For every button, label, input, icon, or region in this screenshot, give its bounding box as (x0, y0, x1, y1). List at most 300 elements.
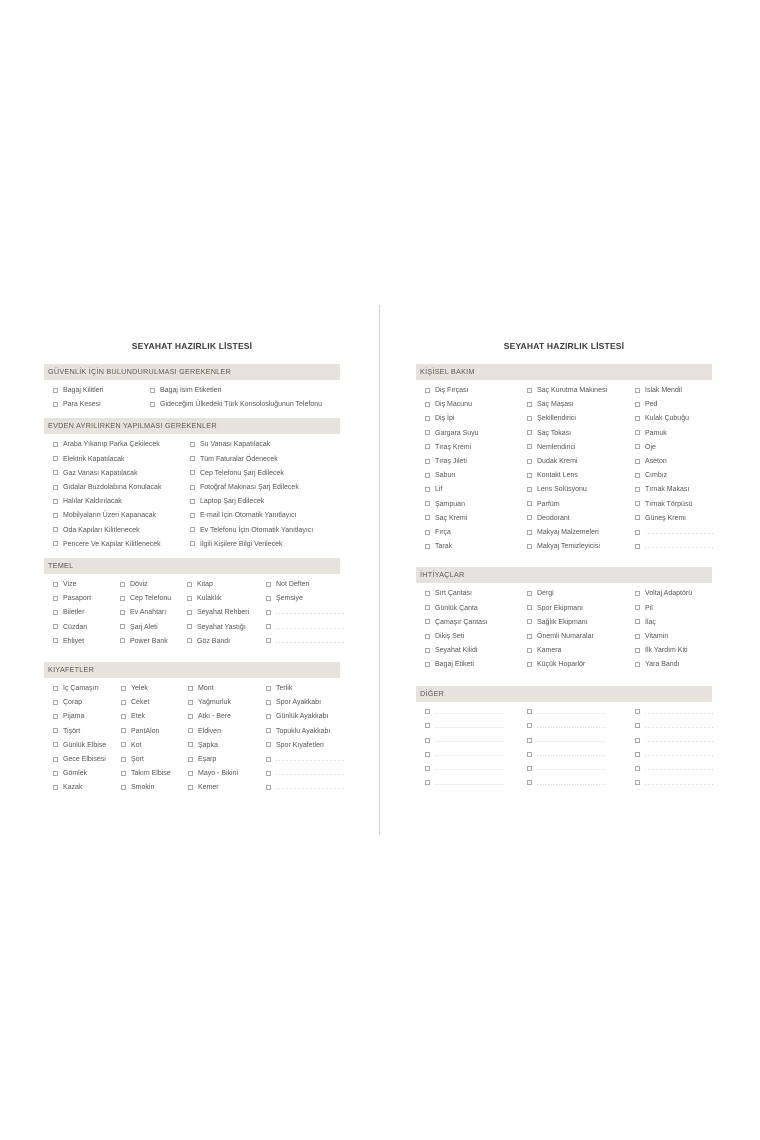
checklist-item-nemlendirici (527, 441, 635, 455)
checkbox[interactable] (53, 527, 58, 532)
right-page (416, 335, 715, 795)
checklist-item-smokin (121, 781, 188, 795)
checklist-item-label: Tarak (435, 543, 453, 551)
checkbox[interactable] (187, 582, 192, 587)
checkbox[interactable] (120, 610, 125, 615)
checklist-item-label: Saç Maşası (537, 401, 574, 409)
checkbox[interactable] (266, 582, 271, 587)
checklist-item-ic-camasiri (53, 682, 121, 696)
checklist-item-sac-kremi (425, 512, 527, 526)
blank-write-in-line[interactable]: .......................... (537, 766, 607, 773)
checklist-item-label: Cımbız (645, 472, 668, 480)
checklist-item-pantalon (121, 725, 188, 739)
checkbox[interactable] (635, 780, 640, 785)
checklist-item-goz-bandi (187, 635, 266, 649)
checklist-item-halilar-kaldirilacak (53, 495, 190, 509)
checkbox[interactable] (266, 757, 271, 762)
checklist-item-kitap (187, 578, 266, 592)
checklist-item-bagaj-etiketi (425, 658, 527, 672)
checklist-item-ilac (635, 616, 721, 630)
checklist-item-blank (635, 706, 721, 720)
checklist-item-blank (266, 781, 349, 795)
checkbox[interactable] (527, 416, 532, 421)
blank-write-in-line[interactable]: .......................... (435, 738, 505, 745)
checkbox[interactable] (425, 530, 430, 535)
checkbox[interactable] (635, 501, 640, 506)
checklist-item-label: Oda Kapıları Kilitlenecek (63, 526, 140, 534)
checklist-item-blank (527, 748, 635, 762)
checklist-item-label: Eldiven (198, 727, 221, 735)
checkbox[interactable] (635, 388, 640, 393)
checkbox[interactable] (527, 648, 532, 653)
checkbox[interactable] (187, 596, 192, 601)
checklist-item-cep-telefonu-sarj-edilecek (190, 467, 349, 481)
checklist-item-sac-kurutma-makinesi (527, 384, 635, 398)
checkbox[interactable] (53, 513, 58, 518)
blank-write-in-line[interactable]: .......................... (537, 738, 607, 745)
checklist-item-label: Çorap (63, 699, 83, 707)
checkbox[interactable] (53, 485, 58, 490)
blank-write-in-line[interactable]: .......................... (276, 771, 346, 778)
checkbox[interactable] (266, 638, 271, 643)
checkbox[interactable] (425, 634, 430, 639)
checkbox[interactable] (187, 624, 192, 629)
checklist-item-gunluk-elbise (53, 739, 121, 753)
checkbox[interactable] (150, 388, 155, 393)
checkbox[interactable] (635, 752, 640, 757)
checklist-item-label: Gideceğim Ülkedeki Türk Konsolosluğunun Telefonu (160, 401, 323, 409)
checkbox[interactable] (425, 605, 430, 610)
checkbox[interactable] (266, 785, 271, 790)
checklist-item-makyaj-malzemeleri (527, 526, 635, 540)
blank-write-in-line[interactable]: .......................... (276, 610, 346, 617)
checklist-item-label: Dergi (537, 590, 554, 598)
checkbox[interactable] (266, 728, 271, 733)
checkbox[interactable] (425, 402, 430, 407)
checkbox[interactable] (53, 757, 58, 762)
checklist-item-gunluk-ayakkabi (266, 710, 349, 724)
checklist-item-dis-fircasi (425, 384, 527, 398)
checkbox[interactable] (150, 402, 155, 407)
checklist-item-yelek (121, 682, 188, 696)
checklist-item-gece-elbisesi (53, 753, 121, 767)
blank-write-in-line[interactable]: .......................... (645, 738, 715, 745)
checkbox[interactable] (53, 700, 58, 705)
checklist-item-oje (635, 441, 721, 455)
checkbox[interactable] (527, 430, 532, 435)
checkbox[interactable] (266, 686, 271, 691)
checkbox[interactable] (527, 723, 532, 728)
checklist-item-label: Günlük Çanta (435, 604, 478, 612)
checkbox[interactable] (425, 662, 430, 667)
checklist-item-voltaj-adaptoru (635, 587, 721, 601)
checklist-item-atki-bere (188, 710, 266, 724)
checklist-item-label: Kontakt Lens (537, 472, 578, 480)
checklist-item-label: Saç Kremi (435, 514, 468, 522)
checkbox[interactable] (266, 596, 271, 601)
checkbox[interactable] (527, 634, 532, 639)
checkbox[interactable] (121, 728, 126, 733)
checkbox[interactable] (53, 785, 58, 790)
checklist-item-ceket (121, 696, 188, 710)
checkbox[interactable] (53, 610, 58, 615)
blank-write-in-line[interactable]: .......................... (276, 624, 346, 631)
checklist-item-blank (635, 777, 721, 791)
checklist-item-spor-kiyafetleri (266, 739, 349, 753)
checklist-item-blank (635, 734, 721, 748)
checkbox[interactable] (425, 487, 430, 492)
checklist-item-label: Pasaport (63, 595, 92, 603)
checkbox[interactable] (527, 473, 532, 478)
checklist-item-label: Tırnak Törpüsü (645, 500, 693, 508)
checklist-item-label: Deodorant (537, 514, 570, 522)
checklist-item-vize (53, 578, 120, 592)
checklist-item-yara-bandi (635, 658, 721, 672)
checkbox[interactable] (425, 648, 430, 653)
checkbox[interactable] (527, 444, 532, 449)
checkbox[interactable] (188, 757, 193, 762)
checklist-item-gaz-vanasi-kapatilacak (53, 467, 190, 481)
checklist-item-yagmurluk (188, 696, 266, 710)
checklist-item-gidalar-buzdolabina-konulacak (53, 481, 190, 495)
checklist-item-label: Kulak Çubuğu (645, 415, 689, 423)
checkbox[interactable] (635, 487, 640, 492)
checklist-item-dikis-seti (425, 630, 527, 644)
checklist-item-makyaj-temizleyicisi (527, 540, 635, 554)
checkbox[interactable] (635, 723, 640, 728)
checkbox[interactable] (425, 515, 430, 520)
checklist-item-tisort (53, 725, 121, 739)
checkbox[interactable] (635, 430, 640, 435)
checklist-item-label: Mont (198, 685, 214, 693)
checklist-item-kemer (188, 781, 266, 795)
checklist-item-label: Küçük Hoparlör (537, 661, 586, 669)
checklist-item-pencere-ve-kapilar-kilitlenecek (53, 538, 190, 552)
checklist-item-label: Mayo - Bikini (198, 770, 239, 778)
blank-write-in-line[interactable]: .......................... (537, 723, 607, 730)
checklist-item-label: Oje (645, 443, 656, 451)
checklist-item-label: Seyahat Yastığı (197, 623, 246, 631)
checklist-item-label: Islak Mendil (645, 387, 682, 394)
section-heading-temel: TEMEL (44, 558, 340, 574)
checkbox[interactable] (635, 605, 640, 610)
checklist-item-tarak (425, 540, 527, 554)
checklist-item-label: Parfüm (537, 500, 560, 508)
checkbox[interactable] (527, 591, 532, 596)
checklist-item-tiras-kremi (425, 441, 527, 455)
checkbox[interactable] (190, 499, 195, 504)
checkbox[interactable] (635, 634, 640, 639)
checkbox[interactable] (425, 388, 430, 393)
checklist-item-kot (121, 739, 188, 753)
checkbox[interactable] (635, 402, 640, 407)
checkbox[interactable] (527, 515, 532, 520)
checkbox[interactable] (266, 714, 271, 719)
checkbox[interactable] (188, 742, 193, 747)
checklist-item-label: Sabun (435, 472, 456, 480)
checklist-item-gidecegim-ulkedeki-turk-konsoloslugunun-telefonu (150, 398, 349, 412)
checkbox[interactable] (190, 442, 195, 447)
checklist-item-label: Biletler (63, 609, 85, 617)
blank-write-in-line[interactable]: .......................... (435, 766, 505, 773)
checklist-item-saglik-ekipmani (527, 616, 635, 630)
checklist-item-deodorant (527, 512, 635, 526)
checklist-item-label: Dudak Kremi (537, 458, 578, 466)
checklist-item-blank (527, 720, 635, 734)
checkbox[interactable] (187, 638, 192, 643)
checkbox[interactable] (53, 456, 58, 461)
checklist-item-blank (635, 762, 721, 776)
checklist-item-label: Lif (435, 486, 443, 494)
checkbox[interactable] (53, 714, 58, 719)
blank-write-in-line[interactable]: .......................... (435, 709, 505, 716)
checkbox[interactable] (53, 388, 58, 393)
blank-write-in-line[interactable]: .......................... (645, 780, 715, 787)
checkbox[interactable] (120, 582, 125, 587)
blank-write-in-line[interactable]: .......................... (435, 723, 505, 730)
checkbox[interactable] (425, 544, 430, 549)
checkbox[interactable] (425, 430, 430, 435)
checkbox[interactable] (188, 714, 193, 719)
checklist-item-blank (266, 606, 349, 620)
checklist-item-label: Şapka (198, 741, 218, 749)
checkbox[interactable] (527, 388, 532, 393)
checklist-item-label: Seyahat Kilidi (435, 647, 478, 655)
checkbox[interactable] (527, 487, 532, 492)
checklist-item-blank (425, 706, 527, 720)
checklist-item-lens-solusyonu (527, 483, 635, 497)
checkbox[interactable] (190, 541, 195, 546)
checkbox[interactable] (53, 470, 58, 475)
blank-write-in-line[interactable]: .......................... (435, 780, 505, 787)
checklist-item-etek (121, 710, 188, 724)
checkbox[interactable] (53, 541, 58, 546)
checklist-item-blank (425, 720, 527, 734)
checkbox[interactable] (635, 515, 640, 520)
checklist-item-blank (635, 540, 721, 554)
checklist-item-label: Eşarp (198, 756, 217, 764)
checkbox[interactable] (527, 766, 532, 771)
checkbox[interactable] (53, 442, 58, 447)
checklist-item-bagaj-isim-etiketleri (150, 384, 349, 398)
blank-write-in-line[interactable]: .......................... (537, 752, 607, 759)
page-title: SEYAHAT HAZIRLIK LİSTESİ (131, 341, 253, 351)
checkbox[interactable] (188, 700, 193, 705)
checkbox[interactable] (425, 619, 430, 624)
checkbox[interactable] (527, 402, 532, 407)
checkbox[interactable] (188, 728, 193, 733)
blank-write-in-line[interactable]: .......................... (645, 544, 715, 551)
blank-write-in-line[interactable]: .......................... (645, 766, 715, 773)
checkbox[interactable] (53, 624, 58, 629)
checklist-temel (44, 574, 346, 653)
checkbox[interactable] (121, 742, 126, 747)
checklist-item-blank (266, 621, 349, 635)
checkbox[interactable] (425, 709, 430, 714)
checkbox[interactable] (527, 544, 532, 549)
checklist-item-pasaport (53, 592, 120, 606)
checklist-item-islak-mendil (635, 384, 721, 398)
checkbox[interactable] (527, 605, 532, 610)
checkbox[interactable] (188, 771, 193, 776)
checkbox[interactable] (188, 785, 193, 790)
checkbox[interactable] (527, 780, 532, 785)
checklist-item-takim-elbise (121, 767, 188, 781)
checkbox[interactable] (53, 686, 58, 691)
checklist-item-label: Bagaj Kilitleri (63, 387, 104, 394)
checkbox[interactable] (120, 596, 125, 601)
checkbox[interactable] (190, 456, 195, 461)
blank-write-in-line[interactable]: .......................... (645, 530, 715, 537)
checkbox[interactable] (635, 416, 640, 421)
checkbox[interactable] (635, 444, 640, 449)
checkbox[interactable] (53, 638, 58, 643)
checklist-item-su-vanasi-kapatilacak (190, 438, 349, 452)
checklist-item-label: Tıraş Kremi (435, 443, 472, 451)
checkbox[interactable] (635, 662, 640, 667)
checklist-item-gunluk-canta (425, 602, 527, 616)
checklist-item-label: İç Çamaşırı (63, 685, 99, 693)
checkbox[interactable] (187, 610, 192, 615)
checkbox[interactable] (121, 771, 126, 776)
checklist-item-label: İlgili Kişilere Bilgi Verilecek (200, 540, 283, 548)
checklist-item-label: Diş Fırçası (435, 387, 469, 394)
checkbox[interactable] (527, 501, 532, 506)
checkbox[interactable] (190, 485, 195, 490)
checkbox[interactable] (121, 700, 126, 705)
checklist-item-blank (527, 777, 635, 791)
checkbox[interactable] (188, 686, 193, 691)
checklist-item-label: Spor Ayakkabı (276, 699, 322, 707)
checkbox[interactable] (120, 624, 125, 629)
checklist-item-label: Gece Elbisesi (63, 756, 106, 764)
checkbox[interactable] (527, 709, 532, 714)
blank-write-in-line[interactable]: .......................... (276, 638, 346, 645)
checkbox[interactable] (425, 766, 430, 771)
checkbox[interactable] (425, 459, 430, 464)
checkbox[interactable] (635, 473, 640, 478)
checkbox[interactable] (120, 638, 125, 643)
checklist-item-parfum (527, 498, 635, 512)
checkbox[interactable] (635, 766, 640, 771)
checkbox[interactable] (425, 723, 430, 728)
checkbox[interactable] (527, 662, 532, 667)
checkbox[interactable] (635, 530, 640, 535)
checkbox[interactable] (425, 591, 430, 596)
blank-write-in-line[interactable]: .......................... (276, 757, 346, 764)
checklist-item-blank (425, 734, 527, 748)
checkbox[interactable] (266, 700, 271, 705)
checklist-item-camasir-cantasi (425, 616, 527, 630)
checkbox[interactable] (527, 619, 532, 624)
checkbox[interactable] (635, 591, 640, 596)
checkbox[interactable] (190, 470, 195, 475)
checkbox[interactable] (527, 459, 532, 464)
checkbox[interactable] (121, 785, 126, 790)
checkbox[interactable] (266, 624, 271, 629)
checklist-item-mayo-bikini (188, 767, 266, 781)
checkbox[interactable] (53, 728, 58, 733)
checklist-item-cimbiz (635, 469, 721, 483)
checkbox[interactable] (527, 530, 532, 535)
checkbox[interactable] (425, 416, 430, 421)
checkbox[interactable] (53, 499, 58, 504)
checkbox[interactable] (190, 513, 195, 518)
checkbox[interactable] (266, 771, 271, 776)
checkbox[interactable] (121, 714, 126, 719)
checklist-item-label: Cep Telefonu Şarj Edilecek (200, 469, 284, 477)
blank-write-in-line[interactable]: .......................... (645, 723, 715, 730)
checklist-item-label: Kitap (197, 581, 213, 589)
checklist-item-tirnak-torpusu (635, 498, 721, 512)
checkbox[interactable] (121, 757, 126, 762)
checkbox[interactable] (425, 738, 430, 743)
blank-write-in-line[interactable]: .......................... (645, 709, 715, 716)
checklist-item-label: Spor Kıyafetleri (276, 741, 324, 749)
blank-write-in-line[interactable]: .......................... (537, 780, 607, 787)
checkbox[interactable] (425, 752, 430, 757)
checklist-item-mobilyalarin-uzeri-kapanacak (53, 509, 190, 523)
blank-write-in-line[interactable]: .......................... (537, 709, 607, 716)
checklist-item-blank (527, 734, 635, 748)
checkbox[interactable] (635, 709, 640, 714)
checkbox[interactable] (635, 619, 640, 624)
checkbox[interactable] (425, 780, 430, 785)
checklist-item-seyahat-rehberi (187, 606, 266, 620)
checkbox[interactable] (425, 473, 430, 478)
checkbox[interactable] (53, 742, 58, 747)
checkbox[interactable] (635, 738, 640, 743)
blank-write-in-line[interactable]: .......................... (276, 785, 346, 792)
checklist-item-label: Pijama (63, 713, 85, 721)
checklist-item-topuklu-ayakkabi (266, 725, 349, 739)
checklist-item-label: Gargara Suyu (435, 429, 479, 437)
checkbox[interactable] (53, 596, 58, 601)
checklist-item-label: Topuklu Ayakkabı (276, 727, 331, 735)
checklist-item-label: Günlük Ayakkabı (276, 713, 329, 721)
checklist-item-fotograf-makinasi-sarj-edilecek (190, 481, 349, 495)
checkbox[interactable] (635, 459, 640, 464)
checkbox[interactable] (527, 752, 532, 757)
checkbox[interactable] (53, 582, 58, 587)
checkbox[interactable] (635, 544, 640, 549)
checkbox[interactable] (527, 738, 532, 743)
checkbox[interactable] (266, 610, 271, 615)
checklist-item-tum-faturalar-odenecek (190, 453, 349, 467)
checkbox[interactable] (190, 527, 195, 532)
checklist-item-eldiven (188, 725, 266, 739)
checklist-item-label: Aseton (645, 458, 667, 466)
checklist-ihtiyaclar (416, 583, 712, 676)
checkbox[interactable] (425, 501, 430, 506)
blank-write-in-line[interactable]: .......................... (645, 752, 715, 759)
checklist-item-label: Pencere Ve Kapılar Kilitlenecek (63, 540, 161, 548)
checkbox[interactable] (53, 771, 58, 776)
checklist-item-gunes-kremi (635, 512, 721, 526)
checkbox[interactable] (425, 444, 430, 449)
checkbox[interactable] (53, 402, 58, 407)
checklist-item-tiras-jileti (425, 455, 527, 469)
checklist-item-ped (635, 398, 721, 412)
checklist-item-label: Ceket (131, 699, 150, 707)
checkbox[interactable] (635, 648, 640, 653)
checklist-item-bagaj-kilitleri (53, 384, 150, 398)
checklist-item-label: Elektrik Kapatılacak (63, 455, 125, 463)
blank-write-in-line[interactable]: .......................... (435, 752, 505, 759)
checkbox[interactable] (266, 742, 271, 747)
checklist-item-label: Günlük Elbise (63, 741, 107, 749)
checkbox[interactable] (121, 686, 126, 691)
